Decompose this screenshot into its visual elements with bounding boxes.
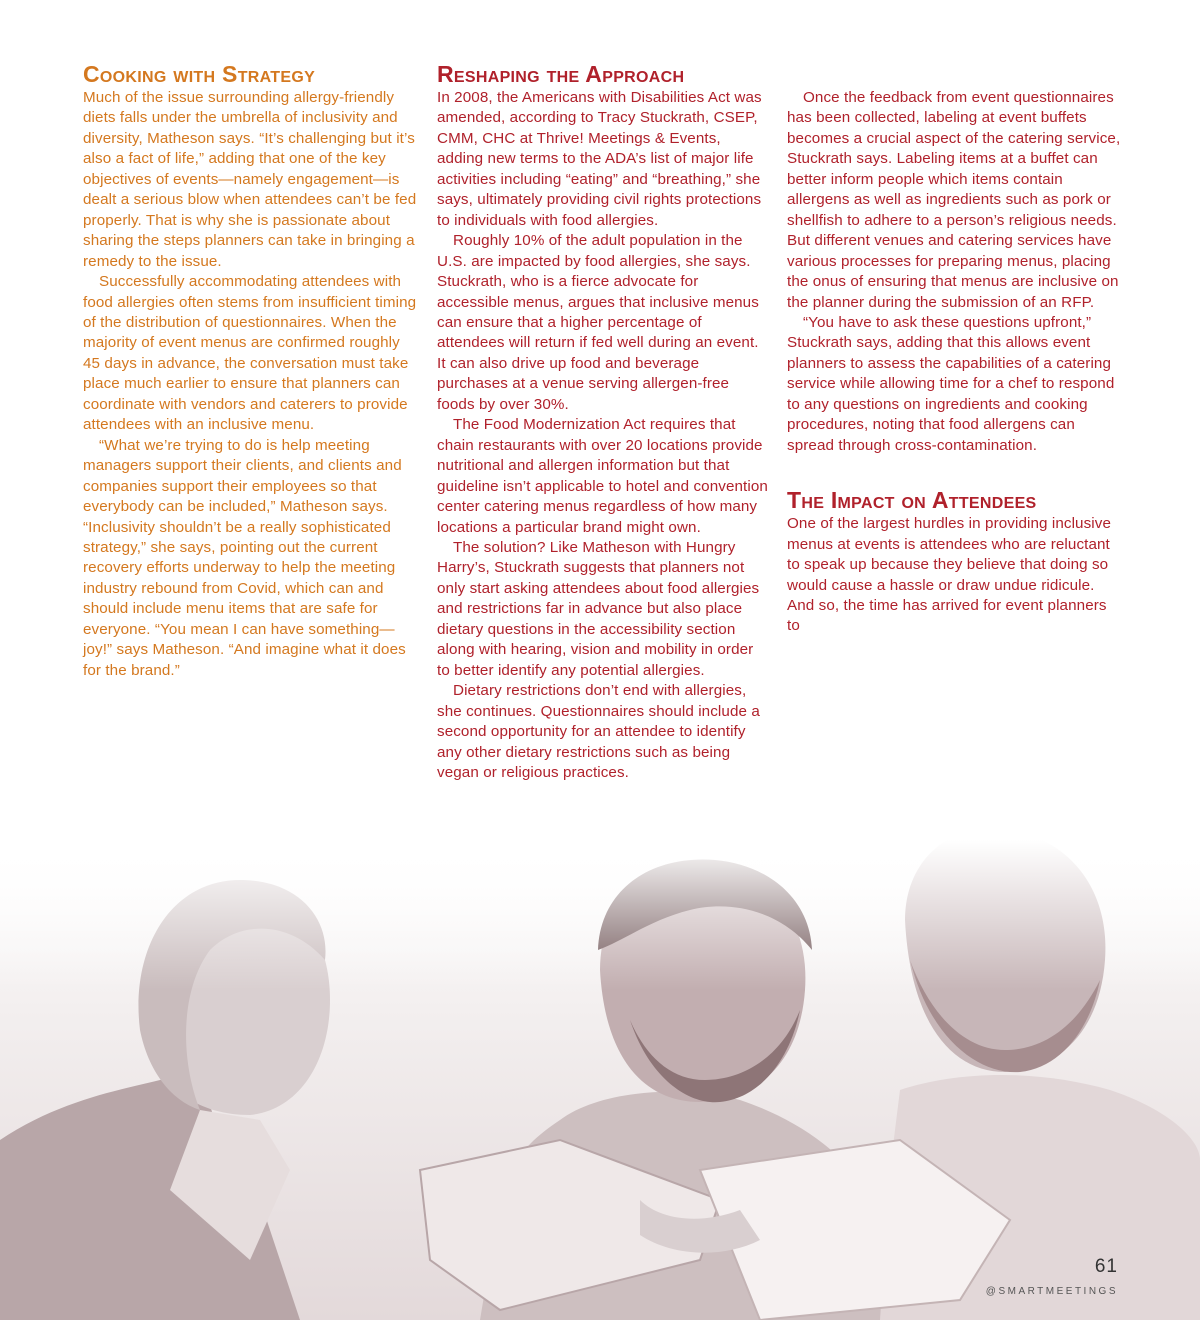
section-spacer xyxy=(787,456,1122,486)
column-2 xyxy=(437,60,769,783)
paragraph: “What we’re trying to do is help meeting managers support their clients, and clients and companies support their employees so that everybody can be included,” Matheson says. “Inclusivity shouldn’t be a really sophisticated strategy,” she says, pointing out the current recovery efforts underway to help the meeting industry rebound from Covid, which can and should include menu items that are safe for everyone. “You mean I can have something—joy!” says Matheson. “And imagine what it does for the brand.” xyxy=(83,436,406,679)
paragraph: Once the feedback from event questionnaires has been collected, labeling at event buffets becomes a crucial aspect of the catering service, Stuckrath says. Labeling items at a buffet can better inform people which items contain allergens as well as ingredients such as pork or shellfish to adhere to a person’s religious needs. But different venues and catering services have various processes for preparing menus, placing the onus of ensuring that menus are inclusive on the planner during the submission of an RFP. xyxy=(787,89,1121,311)
paragraph: Much of the issue surrounding allergy-friendly diets falls under the umbrella of inclusivity and diversity, Matheson says. “It’s challenging but it’s also a fact of life,” adding that one of the key objectives of events—namely engagement—is dealt a serious blow when attendees can’t be fed properly. That is why she is passionate about sharing the steps planners can take in bringing a remedy to the issue. xyxy=(83,89,417,270)
column-3 xyxy=(787,60,1122,637)
paragraph: The Food Modernization Act requires that chain restaurants with over 20 locations provide nutritional and allergen information but that guideline isn’t applicable to hotel and convention center catering menus regardless of how many locations a particular brand might own. xyxy=(437,416,768,536)
section-heading: Cooking with Strategy xyxy=(83,61,316,87)
section-heading: Reshaping the Approach xyxy=(437,61,685,87)
paragraph: The solution? Like Matheson with Hungry Harry’s, Stuckrath suggests that planners not only start asking attendees about food allergies and restrictions far in advance but also place dietary questions in the accessibility section along with hearing, vision and mobility in order to better identify any potential allergies. xyxy=(437,538,760,679)
page-number: 61 xyxy=(1094,1256,1118,1277)
section-heading: The Impact on Attendees xyxy=(787,487,1037,514)
meeting-photo xyxy=(0,840,1200,1320)
paragraph: Successfully accommodating attendees with food allergies often stems from insufficient timing of the distribution of questionnaires. When the majority of event menus are confirmed roughly 45 days in advance, the conversation must take place much earlier to ensure that planners can coordinate with vendors and caterers to provide attendees with an inclusive menu. xyxy=(83,273,417,434)
heading-spacer xyxy=(787,60,1122,88)
paragraph: Roughly 10% of the adult population in the U.S. are impacted by food allergies, she says. Stuckrath, who is a fierce advocate for accessible menus, argues that inclusive menus can ensure that a higher percentage of attendees will return if fed well during an event. It can also drive up food and beverage purchases at a venue serving allergen-free foods by over 30%. xyxy=(437,232,759,413)
paragraph: One of the largest hurdles in providing inclusive menus at events is attendees who are reluctant to speak up because they believe that doing so would cause a hassle or draw undue ridicule. And so, the time has arrived for event planners to xyxy=(787,515,1112,635)
column-1 xyxy=(83,60,418,681)
paragraph: “You have to ask these questions upfront,” Stuckrath says, adding that this allows event planners to assess the capabilities of a catering service while allowing time for a chef to respond to any questions on ingredients and cooking procedures, noting that food allergens can spread through cross-contamination. xyxy=(787,313,1115,454)
paragraph: Dietary restrictions don’t end with allergies, she continues. Questionnaires should include a second opportunity for an attendee to identify any other dietary restrictions such as being vegan or religious practices. xyxy=(437,682,760,781)
paragraph: In 2008, the Americans with Disabilities Act was amended, according to Tracy Stuckrath, CSEP, CMM, CHC at Thrive! Meetings & Events, adding new terms to the ADA’s list of major life activities including “eating” and “breathing,” she says, ultimately providing civil rights protections to individuals with food allergies. xyxy=(437,89,762,229)
social-handle: @SMARTMEETINGS xyxy=(985,1286,1118,1297)
